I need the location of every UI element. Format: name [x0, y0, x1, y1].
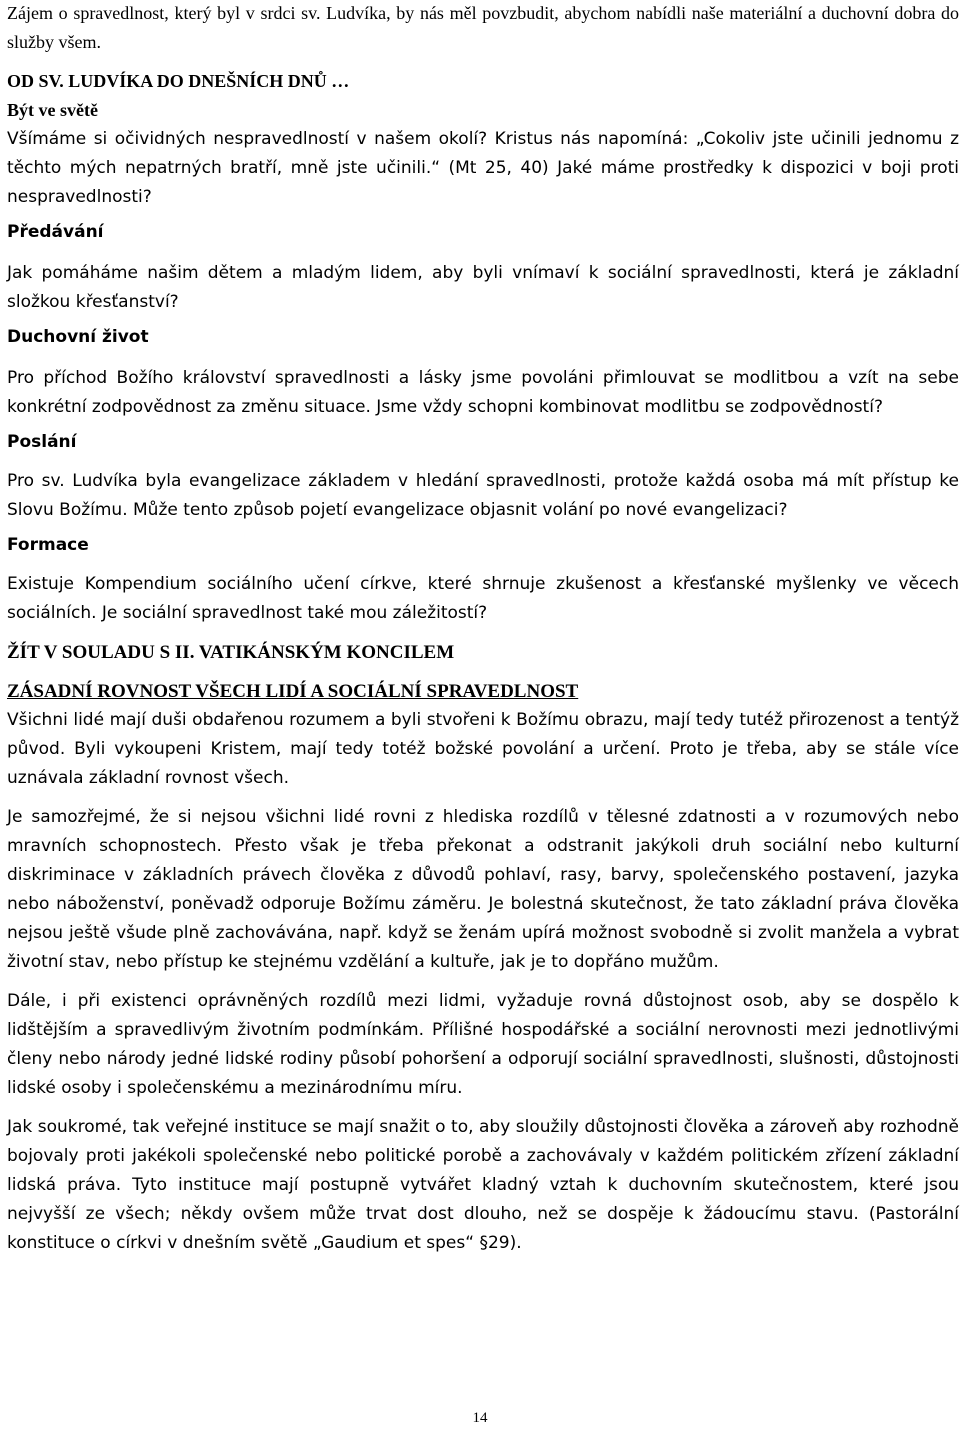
heading-predavani: Předávání [7, 222, 104, 242]
vatican-paragraph-4: Jak soukromé, tak veřejné instituce se mají snažit o to, aby sloužily důstojnosti člověka a zároveň aby rozhodně bojovaly proti jakékoli společenské nebo politické porobě a zachovávaly v každém politickém zřízení základní lidská práva. Tyto instituce mají postupně vytvářet kladný vztah k duchovním skutečnostem, které jsou nejvyšší ze všech; někdy ovšem může trvat dost dlouho, než se dospěje k žádoucímu stavu. (Pastorální konstituce o církvi v dnešním světě „Gaudium et spes“ §29). [7, 1117, 959, 1253]
vatican-paragraph-1: Všichni lidé mají duši obdařenou rozumem a byli stvořeni k Božímu obrazu, mají tedy tutéž přirozenost a tentýž původ. Byli vykoupeni Kristem, mají tedy totéž božské povolání a určení. Proto je třeba, aby se stále více uznávala základní rovnost všech. [7, 710, 959, 788]
vatican-paragraph-2: Je samozřejmé, že si nejsou všichni lidé rovni z hlediska rozdílů v tělesné zdatnosti a v rozumových nebo mravních schopnostech. Přesto však je třeba překonat a odstranit jakýkoli druh sociální nebo kulturní diskriminace v základních právech člověka z důvodů pohlaví, rasy, barvy, společenského postavení, jazyka nebo náboženství, poněvadž odporuje Božímu záměru. Je bolestná skutečnost, že tato základní práva člověka nejsou ještě všude plně zachovávána, např. když se ženám upírá možnost svobodně si zvolit manžela a vybrat životní stav, nebo přístup ke stejnému vzdělání a kultuře, jak je to dopřáno mužům. [7, 807, 959, 972]
heading-rovnost: ZÁSADNÍ ROVNOST VŠECH LIDÍ A SOCIÁLNÍ SPRAVEDLNOST [7, 681, 579, 702]
heading-duchovni-zivot: Duchovní život [7, 327, 149, 347]
poslani-paragraph: Pro sv. Ludvíka byla evangelizace základem v hledání spravedlnosti, protože každá osoba má mít přístup ke Slovu Božímu. Může tento způsob pojetí evangelizace objasnit volání po nové evangelizaci? [7, 471, 959, 520]
predavani-paragraph: Jak pomáháme našim dětem a mladým lidem, aby byli vnímaví k sociální spravedlnosti, která je základní složkou křesťanství? [7, 263, 959, 312]
section-heading: OD SV. LUDVÍKA DO DNEŠNÍCH DNŮ … [7, 71, 350, 91]
intro-paragraph: Zájem o spravedlnost, který byl v srdci sv. Ludvíka, by nás měl povzbudit, abychom nabídli naše materiální a duchovní dobra do služby všem. [7, 3, 959, 52]
heading-poslani: Poslání [7, 432, 77, 452]
sub-heading-byt-ve-svete: Být ve světě [7, 100, 98, 120]
page-number: 14 [472, 1410, 488, 1426]
heading-vatican: ŽÍT V SOULADU S II. VATIKÁNSKÝM KONCILEM [7, 642, 455, 663]
document-page [7, 0, 959, 1258]
duchovni-zivot-paragraph: Pro příchod Božího království spravedlnosti a lásky jsme povoláni přimlouvat se modlitbou a vzít na sebe konkrétní zodpovědnost za změnu situace. Jsme vždy schopni kombinovat modlitbu se zodpovědností? [7, 368, 959, 417]
heading-formace: Formace [7, 535, 89, 555]
vatican-paragraph-3: Dále, i při existenci oprávněných rozdílů mezi lidmi, vyžaduje rovná důstojnost osob, aby se dospělo k lidštějším a spravedlivým životním podmínkám. Přílišné hospodářské a sociální nerovnosti mezi jednotlivými členy nebo národy jedné lidské rodiny působí pohoršení a odporují sociální spravedlnosti, slušnosti, důstojnosti lidské osoby i společenskému a mezinárodnímu míru. [7, 991, 959, 1098]
formace-paragraph: Existuje Kompendium sociálního učení církve, které shrnuje zkušenost a křesťanské myšlenky ve věcech sociálních. Je sociální spravedlnost také mou záležitostí? [7, 574, 959, 623]
byt-ve-svete-paragraph: Všímáme si očividných nespravedlností v našem okolí? Kristus nás napomíná: „Cokoliv jste učinili jednomu z těchto mých nepatrných bratří, mně jste učinili.“ (Mt 25, 40) Jaké máme prostředky k dispozici v boji proti nespravedlnosti? [7, 129, 959, 207]
